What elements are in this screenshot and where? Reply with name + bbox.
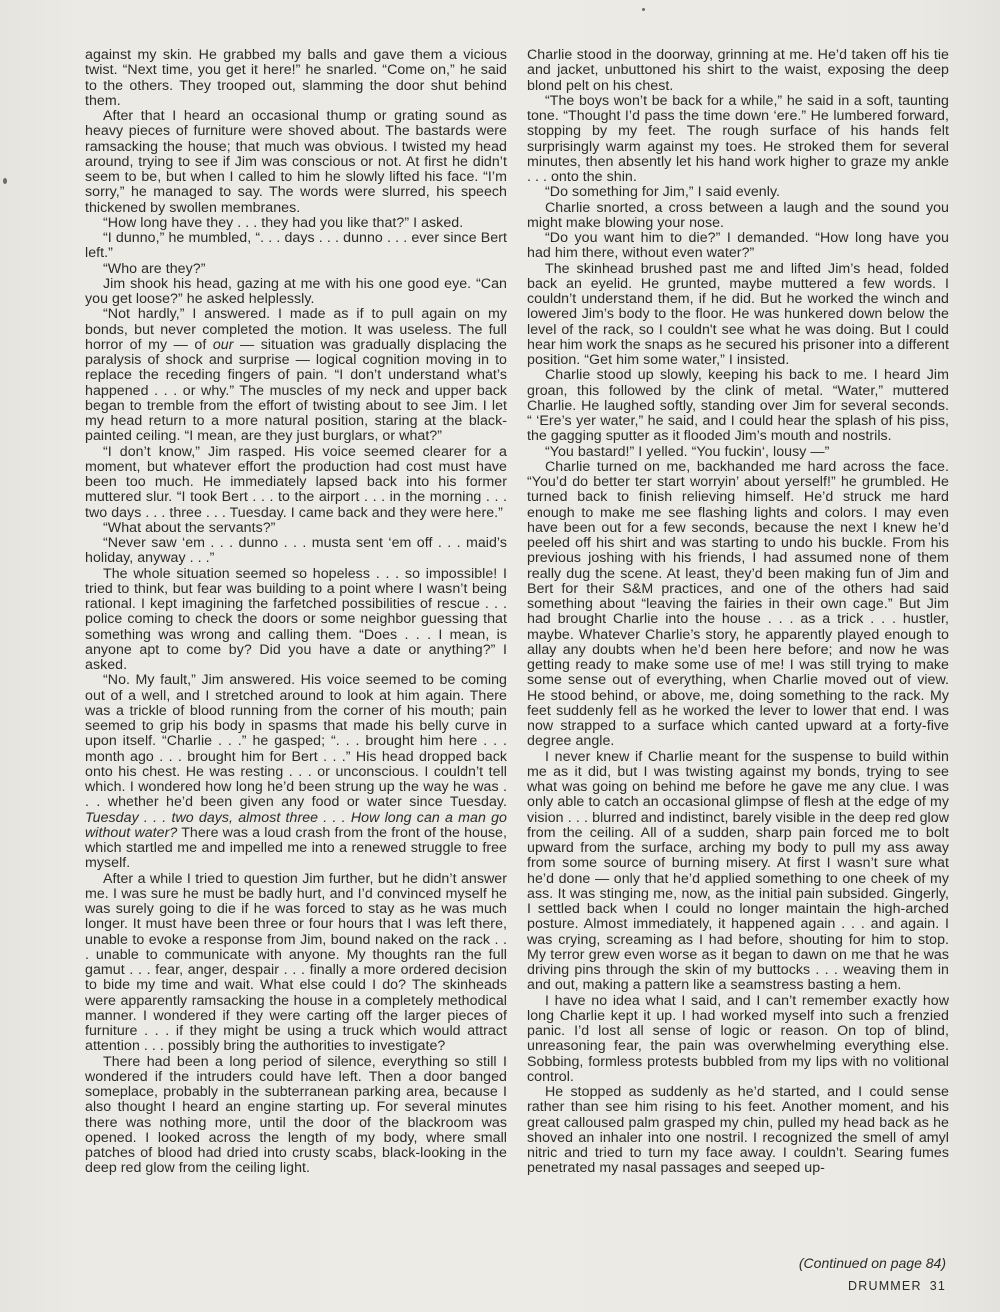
paragraph-text: The whole situation seemed so hopeless . . . so impossible! I tried to think, but fear was building to a point where I wasn’t being rational. I kept imagining the farfetched possibilities of rescue . . . police coming to check the doors or some neighbor guessing that something was wrong and calling them. “Does . . . I mean, is anyone apt to come by? Did you have a date or anything?” I asked. (85, 565, 507, 673)
paragraph (527, 48, 949, 94)
paragraph-text: “The boys won’t be back for a while,” he said in a soft, taunting tone. “Thought I’d pass the time down ‘ere.” He lumbered forward, stopping by my feet. The rough surface of his hands felt surprisingly warm against my toes. He stroked them for several minutes, then absently let his hand work higher to graze my ankle . . . onto the shin. (527, 92, 949, 185)
paragraph (85, 1055, 507, 1177)
paragraph (85, 521, 507, 536)
paragraph-text: “Do you want him to die?” I demanded. “How long have you had him there, without even water?” (527, 230, 949, 262)
paragraph-text: “Not hardly,” I answered. I made as if to pull again on my bonds, but never completed the motion. It was useless. The full horror of my — of (85, 306, 507, 353)
print-speck (642, 8, 645, 11)
paragraph (527, 368, 949, 444)
italic-text: our (212, 336, 234, 353)
paragraph (527, 94, 949, 186)
paragraph (527, 445, 949, 460)
paragraph-text: After a while I tried to question Jim further, but he didn’t answer me. I was sure he must be badly hurt, and I’d convinced myself he was surely going to die if he was forced to stay as he was much longer. It must have been three or four hours that I was left there, unable to evoke a response from Jim, bound naked on the rack . . . unable to communicate with anyone. My thoughts ran the full gamut . . . fear, anger, despair . . . finally a more ordered decision to bide my time and wait. What else could I do? The skinheads were apparently ramsacking the house in a completely methodical manner. I wondered if they were carting off the larger pieces of furniture . . . if they might be using a truck which would attract attention . . . possibly bring the authorities to investigate? (85, 870, 507, 1055)
paragraph-text: “Never saw ‘em . . . dunno . . . musta sent ‘em off . . . maid’s holiday, anyway . . .” (85, 535, 507, 567)
paragraph (527, 750, 949, 994)
paragraph (85, 231, 507, 262)
paragraph (85, 567, 507, 674)
paragraph (85, 48, 507, 109)
paragraph-text: After that I heard an occasional thump or grating sound as heavy pieces of furniture were shoved about. The bastards were ramsacking the house; that much was obvious. I twisted my head around, trying to see if Jim was conscious or not. At first he didn’t seem to be, but when I called to him he slowly lifted his face. “I’m sorry,” he managed to say. The words were slurred, his speech thickened by swollen membranes. (85, 108, 507, 216)
paragraph-text: “I don’t know,” Jim rasped. His voice seemed clearer for a moment, but whatever effort the production had cost must have been too much. He immediately lapsed back into his former muttered slur. “I took Bert . . . to the airport . . . in the morning . . . two days . . . three . . . Tuesday. I came back and they were here.” (85, 443, 507, 521)
page-folio (800, 1279, 946, 1293)
paragraph-text: I never knew if Charlie meant for the suspense to build within me as it did, but I was twisting against my bonds, trying to see what was going on behind me before he gave me any clue. I was only able to catch an occasional glimpse of flesh at the edge of my vision . . . blurred and indistinct, barely visible in the deep red glow from the ceiling. All of a sudden, sharp pain forced me to bolt upward from the surface, arching my body to pull my ass away from some source of burning misery. At first I wasn’t sure what he’d done — only that he’d applied something to one cheek of my ass. It was stinging me, now, as the initial pain subsided. Gingerly, I settled back when I could no longer maintain the high-arched posture. Almost immediately, it happened again . . . and again. I was crying, screaming as I had before, shouting for him to stop. My terror grew even worse as it began to dawn on me that he was driving pins through the skin of my buttocks . . . weaving them in and out, making a pattern like a seamstress basting a hem. (527, 748, 949, 994)
paragraph-text: Charlie stood up slowly, keeping his back to me. I heard Jim groan, this followed by the clink of metal. “Water,” muttered Charlie. He laughed softly, standing over Jim for several seconds. “ ‘Ere’s yer water,” he said, and I could hear the splash of his piss, the gagging sputter as it flooded Jim’s mouth and nostrils. (527, 367, 949, 445)
publication-name: DRUMMER (848, 1279, 922, 1293)
paragraph (527, 1085, 949, 1177)
paragraph (527, 262, 949, 369)
paragraph-text: He stopped as suddenly as he’d started, and I could sense rather than see him rising to his feet. Another moment, and his great calloused palm grasped my chin, pulled my head back as he shoved an inhaler into one nostril. I recognized the smell of amyl nitric and tried to turn my face away. I couldn’t. Searing fumes penetrated my nasal passages and seeped up- (527, 1084, 949, 1177)
paragraph-text: There had been a long period of silence, everything so still I wondered if the intruders could have left. Then a door banged someplace, probably in the subterranean parking area, because I also thought I heard an engine starting up. For several minutes there was nothing more, until the door of the blackroom was opened. I looked across the length of my body, where small patches of blood had dried into crusty scabs, black-looking in the deep red glow from the ceiling light. (85, 1053, 507, 1177)
paragraph-text: There was a loud crash from the front of the house, which startled me and impelled me into a renewed struggle to free myself. (85, 824, 507, 872)
paragraph (85, 872, 507, 1055)
paragraph-text: “How long have they . . . they had you like that?” I asked. (103, 214, 464, 231)
paragraph (85, 536, 507, 567)
paragraph (527, 460, 949, 750)
paragraph-text: I have no idea what I said, and I can’t remember exactly how long Charlie kept it up. I had worked myself into such a frenzied panic. I’d lost all sense of logic or reason. On top of blind, unreasoning fear, the pain was overwhelming everything else. Sobbing, formless protests bubbled from my lips with no volitional control. (527, 992, 949, 1085)
paragraph-text: “Do something for Jim,” I said evenly. (545, 184, 781, 201)
paragraph (527, 994, 949, 1086)
paragraph-text: “What about the servants?” (103, 519, 276, 536)
page-number: 31 (929, 1279, 946, 1293)
paragraph (85, 262, 507, 277)
paragraph (85, 445, 507, 521)
paragraph (527, 185, 949, 200)
paragraph (85, 109, 507, 216)
italic-text: Tuesday . . . two days, almost three . . . How long can a man go without water? (85, 809, 507, 841)
paragraph-text: Jim shook his head, gazing at me with his one good eye. “Can you get loose?” he asked helplessly. (85, 275, 507, 307)
paragraph (527, 231, 949, 262)
paragraph-text: The skinhead brushed past me and lifted Jim’s head, folded back an eyelid. He grunted, maybe muttered a few words. I couldn’t understand them, if he did. But he worked the winch and lowered Jim’s body to the floor. He was hunkered down below the level of the rack, so I couldn't see what he was doing. But I could hear him work the snaps as he secured his prisoner into a different position. “Get him some water,” I insisted. (527, 260, 949, 368)
paragraph-text: “No. My fault,” Jim answered. His voice seemed to be coming out of a well, and I stretched around to look at him again. There was a trickle of blood running from the corner of his mouth; pain seemed to grip his body in spasms that made his belly curve in upon itself. “Charlie . . .” he gasped; “. . . brought him here . . . month ago . . . brought him for Bert . . .” His head dropped back onto his chest. He was resting . . . or unconscious. I couldn’t tell which. I wondered how long he’d been strung up the way he was . . . whether he’d been given any food or water since Tuesday. (85, 672, 507, 811)
paragraph-text: Charlie turned on me, backhanded me hard across the face. “You’d do better ter start worryin’ about yerself!” he grumbled. He turned back to finish relieving himself. He’d struck me hard enough to make me see flashing lights and colors. I may even have been out for a few seconds, because the next I knew he’d peeled off his shirt and was starting to undo his buckle. From his previous joshing with his friends, I had assumed none of them really dug the scene. At least, they’d been making fun of Jim and Bert for their S&M practices, and one of the others had said something about “leaving the fairies in their own cage.” But Jim had brought Charlie into the house . . . as a trick . . . hustler, maybe. Whatever Charlie’s story, he apparently played enough to allay any doubts when he’d been here before; and now he was getting ready to make some use of me! I was still trying to make some sense out of everything, when Charlie moved out of view. He stood behind, or above, me, doing something to the rack. My feet suddenly fell as he worked the lever to lower that end. I was now strapped to a surface which canted upward at a forty-five degree angle. (527, 458, 949, 750)
paragraph (85, 277, 507, 308)
text-column-right (527, 48, 949, 1177)
paragraph (85, 673, 507, 871)
paragraph (85, 216, 507, 231)
print-speck (3, 178, 7, 184)
text-column-left (85, 48, 507, 1177)
paragraph-text: against my skin. He grabbed my balls and gave them a vicious twist. “Next time, you get it here!” he snarled. “Come on,” he said to the others. They trooped out, slamming the door shut behind them. (85, 47, 507, 109)
continued-note: (Continued on page 84) (798, 1255, 946, 1271)
paragraph-text: “Who are they?” (103, 260, 206, 277)
paragraph-text: “You bastard!” I yelled. “You fuckin‘, lousy —” (545, 443, 830, 460)
paragraph-text: Charlie snorted, a cross between a laugh and the sound you might make blowing your nose. (527, 199, 949, 231)
paragraph (85, 307, 507, 444)
paragraph-text: Charlie stood in the doorway, grinning at me. He’d taken off his tie and jacket, unbuttoned his shirt to the waist, exposing the deep blond pelt on his chest. (527, 47, 949, 94)
paragraph-text: — situation was gradually displacing the paralysis of shock and surprise — logical cognition moving in to replace the receding fingers of pain. “I don’t understand what’s happened . . . or why.” The muscles of my neck and upper back began to tremble from the effort of twisting about to see Jim. I let my head return to a more natural position, staring at the black-painted ceiling. “I mean, are they just burglars, or what?” (85, 336, 507, 445)
paragraph-text: “I dunno,” he mumbled, “. . . days . . . dunno . . . ever since Bert left.” (85, 230, 507, 262)
paragraph (527, 201, 949, 232)
